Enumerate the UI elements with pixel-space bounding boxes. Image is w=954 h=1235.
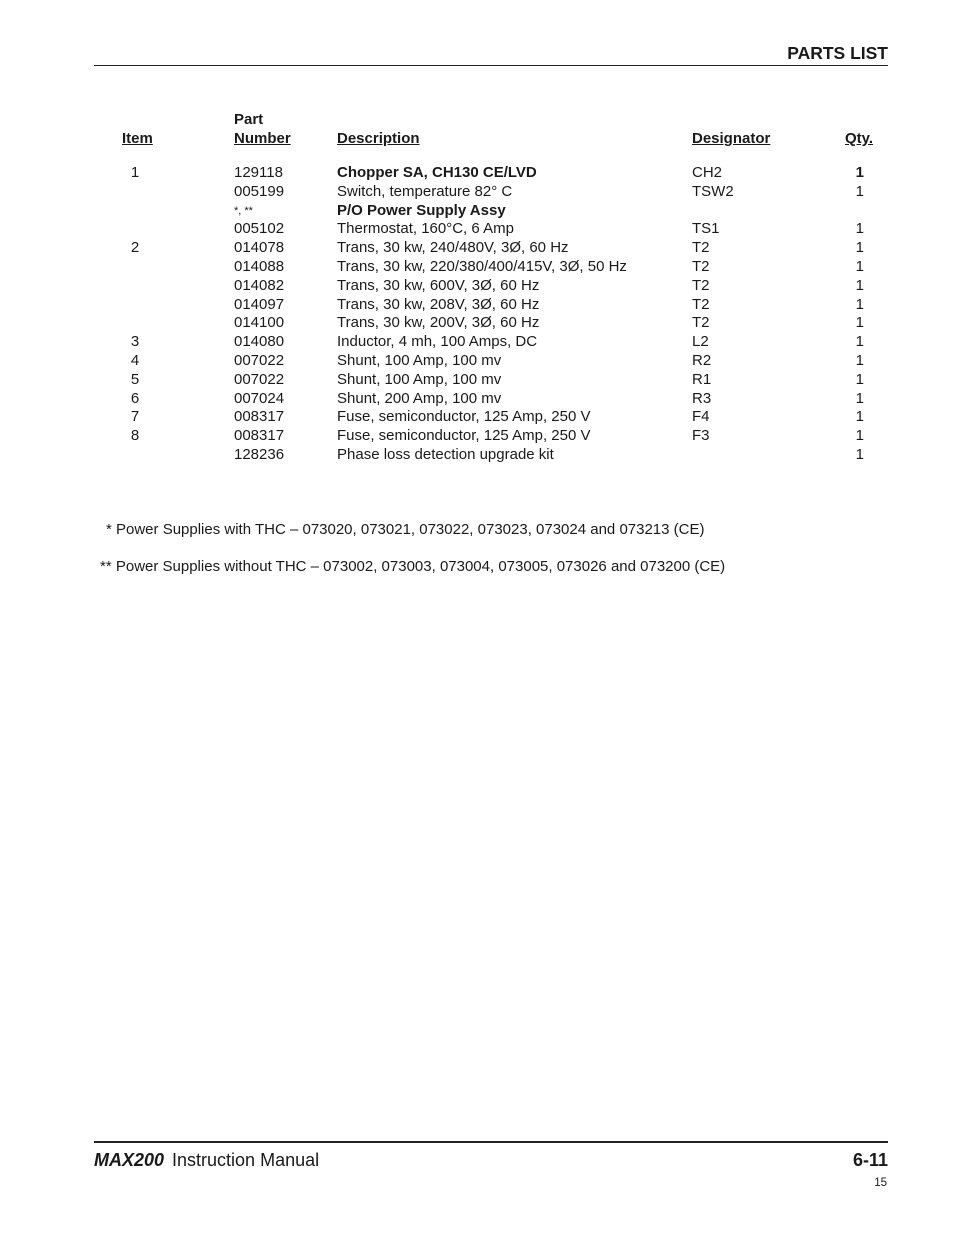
table-row [0, 408, 954, 427]
row-qty: 1 [855, 351, 864, 369]
footer-section-page: 6-11 [852, 1150, 888, 1170]
row-qty: 1 [855, 445, 864, 463]
row-part-number: *, ** [234, 204, 253, 217]
row-designator: T2 [692, 257, 710, 275]
row-description: Trans, 30 kw, 240/480V, 3Ø, 60 Hz [337, 239, 569, 257]
row-designator: T2 [692, 239, 710, 257]
row-part-number: 014078 [234, 239, 285, 257]
row-qty: 1 [855, 408, 864, 426]
header-rule [94, 65, 888, 66]
row-item: 6 [130, 389, 140, 407]
row-designator: R1 [692, 370, 712, 388]
row-part-number: 014080 [234, 333, 285, 351]
row-qty: 1 [855, 370, 864, 388]
table-row [0, 239, 954, 258]
footer-manual-title [94, 1150, 319, 1171]
row-item: 4 [130, 351, 140, 369]
row-designator: L2 [692, 333, 709, 351]
col-header-designator: Designator [692, 130, 771, 147]
row-designator: R3 [692, 389, 712, 407]
page-number: 15 [874, 1177, 887, 1189]
row-description: Fuse, semiconductor, 125 Amp, 250 V [337, 427, 591, 445]
row-qty: 1 [855, 295, 864, 313]
footer-brand: MAX200 [94, 1150, 165, 1170]
row-description: Fuse, semiconductor, 125 Amp, 250 V [337, 408, 591, 426]
footnote-single-asterisk: * Power Supplies with THC – 073020, 073021, 073022, 073023, 073024 and 073213 (CE) [106, 521, 705, 538]
row-description: P/O Power Supply Assy [337, 201, 506, 219]
footnote-double-asterisk: ** Power Supplies without THC – 073002, 073003, 073004, 073005, 073026 and 073200 (CE) [100, 558, 726, 575]
row-designator: TSW2 [692, 182, 734, 200]
row-designator: T2 [692, 314, 710, 332]
row-part-number: 014082 [234, 276, 285, 294]
row-qty: 1 [855, 314, 864, 332]
footer-manual-label: Instruction Manual [172, 1150, 320, 1170]
row-designator: CH2 [692, 164, 723, 181]
row-part-number: 014097 [234, 295, 285, 313]
row-qty: 1 [855, 333, 864, 351]
row-description: Switch, temperature 82° C [337, 182, 513, 200]
row-item: 7 [130, 408, 140, 426]
row-designator: R2 [692, 351, 712, 369]
row-part-number: 014100 [234, 314, 285, 332]
row-description: Shunt, 100 Amp, 100 mv [337, 351, 502, 369]
table-row [0, 296, 954, 315]
parts-table-body [0, 164, 954, 465]
row-description: Thermostat, 160°C, 6 Amp [337, 220, 514, 238]
row-part-number: 129118 [234, 164, 283, 181]
row-part-number: 005102 [234, 220, 285, 238]
row-item: 3 [130, 333, 140, 351]
row-description: Inductor, 4 mh, 100 Amps, DC [337, 333, 538, 351]
row-designator: T2 [692, 295, 710, 313]
row-item: 2 [130, 239, 140, 257]
row-qty: 1 [855, 182, 864, 200]
row-qty: 1 [855, 389, 864, 407]
row-description: Shunt, 200 Amp, 100 mv [337, 389, 502, 407]
col-header-item: Item [122, 130, 153, 147]
row-designator: F4 [692, 408, 710, 426]
table-row [0, 352, 954, 371]
row-qty: 1 [855, 239, 864, 257]
row-description: Shunt, 100 Amp, 100 mv [337, 370, 502, 388]
table-row [0, 446, 954, 465]
row-part-number: 007022 [234, 370, 285, 388]
table-row [0, 277, 954, 296]
row-designator: T2 [692, 276, 710, 294]
row-designator: TS1 [692, 220, 720, 238]
col-header-part-line2: Number [234, 130, 291, 147]
row-description: Trans, 30 kw, 200V, 3Ø, 60 Hz [337, 314, 540, 332]
col-header-description: Description [337, 130, 420, 147]
row-part-number: 014088 [234, 257, 285, 275]
row-part-number: 007024 [234, 389, 285, 407]
table-row [0, 258, 954, 277]
table-row [0, 164, 954, 183]
table-row [0, 183, 954, 202]
row-description: Trans, 30 kw, 220/380/400/415V, 3Ø, 50 Hz [337, 257, 627, 275]
row-description: Chopper SA, CH130 CE/LVD [337, 164, 537, 181]
table-row [0, 371, 954, 390]
table-row [0, 220, 954, 239]
row-part-number: 008317 [234, 408, 285, 426]
page-header-title: PARTS LIST [787, 43, 888, 63]
row-part-number: 128236 [234, 445, 285, 463]
row-qty: 1 [855, 427, 864, 445]
row-description: Phase loss detection upgrade kit [337, 445, 554, 463]
row-part-number: 005199 [234, 182, 285, 200]
row-description: Trans, 30 kw, 600V, 3Ø, 60 Hz [337, 276, 540, 294]
row-part-number: 007022 [234, 351, 285, 369]
row-description: Trans, 30 kw, 208V, 3Ø, 60 Hz [337, 295, 540, 313]
table-row [0, 427, 954, 446]
row-qty: 1 [855, 257, 864, 275]
row-item: 1 [130, 164, 140, 181]
col-header-part [234, 110, 291, 148]
col-header-qty: Qty. [845, 130, 874, 147]
col-header-part-line1: Part [234, 111, 264, 128]
row-designator: F3 [692, 427, 710, 445]
table-row [0, 390, 954, 409]
table-row [0, 202, 954, 221]
row-part-number: 008317 [234, 427, 285, 445]
row-qty: 1 [855, 164, 864, 181]
table-row [0, 314, 954, 333]
row-qty: 1 [855, 220, 864, 238]
table-row [0, 333, 954, 352]
row-item: 8 [130, 427, 140, 445]
footer-rule [94, 1141, 888, 1143]
row-item: 5 [130, 370, 140, 388]
row-qty: 1 [855, 276, 864, 294]
